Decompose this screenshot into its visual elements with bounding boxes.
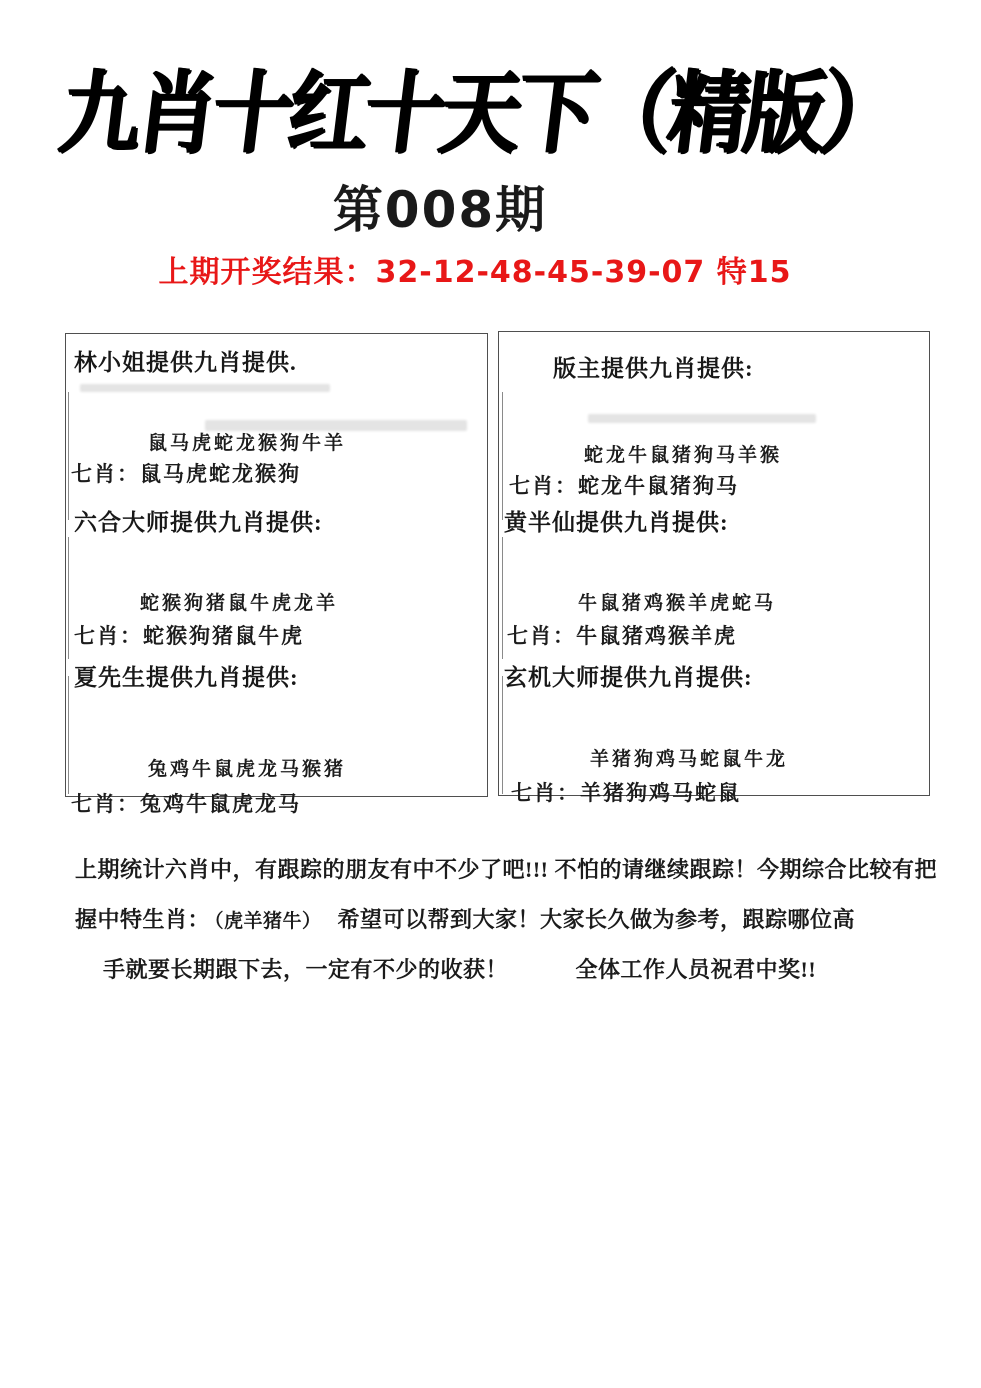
provider-name: 六合大师提供九肖提供: <box>74 510 323 535</box>
special-zodiac-picks: （虎羊猪牛） <box>214 911 322 932</box>
scan-line-artifact <box>68 676 69 794</box>
seven-zodiac-line: 七肖：羊猪狗鸡马蛇鼠 <box>511 781 741 805</box>
footer-note-line2 <box>75 903 855 934</box>
scan-line-artifact <box>502 392 503 520</box>
issue-number: 第008期 <box>332 181 548 239</box>
scan-line-artifact <box>502 676 503 794</box>
nine-zodiac-line: 羊猪狗鸡马蛇鼠牛龙 <box>590 749 789 770</box>
provider-name: 版主提供九肖提供: <box>553 356 754 381</box>
provider-name: 玄机大师提供九肖提供: <box>504 665 753 690</box>
seven-zodiac-line: 七肖：牛鼠猪鸡猴羊虎 <box>507 624 737 648</box>
provider-name: 黄半仙提供九肖提供: <box>504 510 729 535</box>
provider-name: 夏先生提供九肖提供: <box>74 665 299 690</box>
footer-line2-prefix: 握中特生肖： <box>75 907 211 932</box>
provider-name: 林小姐提供九肖提供. <box>74 350 297 375</box>
previous-draw-result: 上期开奖结果：32-12-48-45-39-07 特15 <box>158 255 792 290</box>
nine-zodiac-line: 牛鼠猪鸡猴羊虎蛇马 <box>578 593 777 614</box>
seven-zodiac-line: 七肖：蛇龙牛鼠猪狗马 <box>509 474 739 498</box>
prediction-box-left <box>65 333 488 797</box>
sheet-title: 九肖十红十天下（精版） <box>54 61 904 166</box>
scan-line-artifact <box>502 537 503 659</box>
nine-zodiac-line: 蛇龙牛鼠猪狗马羊猴 <box>584 445 783 466</box>
seven-zodiac-line: 七肖：鼠马虎蛇龙猴狗 <box>71 462 301 486</box>
footer-line2-suffix: 希望可以帮到大家！大家长久做为参考，跟踪哪位高 <box>337 907 856 932</box>
faded-text-artifact <box>80 384 330 392</box>
footer-note-line3: 手就要长期跟下去，一定有不少的收获！ 全体工作人员祝君中奖!! <box>103 957 817 982</box>
nine-zodiac-line: 蛇猴狗猪鼠牛虎龙羊 <box>140 593 339 614</box>
footer-note-line1: 上期统计六肖中，有跟踪的朋友有中不少了吧!!! 不怕的请继续跟踪！今期综合比较有把 <box>75 857 937 882</box>
scan-line-artifact <box>68 392 69 520</box>
nine-zodiac-line: 兔鸡牛鼠虎龙马猴猪 <box>148 759 347 780</box>
scan-line-artifact <box>68 537 69 659</box>
faded-text-artifact <box>588 414 816 423</box>
nine-zodiac-line: 鼠马虎蛇龙猴狗牛羊 <box>148 433 347 454</box>
prediction-box-right <box>498 331 930 796</box>
seven-zodiac-line: 七肖：兔鸡牛鼠虎龙马 <box>71 792 301 816</box>
seven-zodiac-line: 七肖：蛇猴狗猪鼠牛虎 <box>74 624 304 648</box>
